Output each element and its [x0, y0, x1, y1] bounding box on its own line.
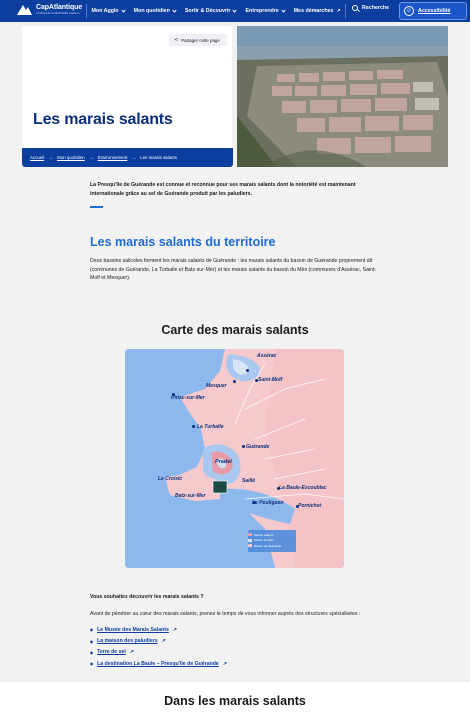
link-label: La destination La Baule – Presqu'île de Guérande	[97, 660, 219, 667]
external-link-icon: ↗	[222, 660, 228, 667]
share-button[interactable]	[169, 34, 227, 46]
map-label-saint-molf: Saint-Molf	[258, 377, 283, 383]
search-label: Recherche	[362, 5, 390, 11]
map-label-saille: Saillé	[242, 478, 256, 484]
accessibility-icon: ☺	[405, 8, 413, 14]
page-title: Les marais salants	[33, 111, 173, 128]
chevron-down-icon	[233, 8, 237, 12]
map-label-guerande: Guérande	[246, 444, 270, 450]
discover-title: Vous souhaitez découvrir les marais salants ?	[90, 594, 204, 600]
territory-title: Les marais salants du territoire	[90, 235, 276, 249]
link-destination-la-baule[interactable]	[90, 658, 227, 669]
nav-item-label: Mes démarches	[293, 8, 334, 14]
map-label-le-pouliguen: Le Pouliguen	[252, 500, 284, 506]
share-icon: ⋖	[174, 37, 179, 43]
nav-item-entreprendre[interactable]	[241, 8, 289, 14]
territory-paragraph: Deux bassins salicoles forment les marais salants de Guérande : les marais salants du bassin de Guérande proprement dit (communes de Guérande, La Turballe et Batz-sur-Mer) et les marais salants du bassin du Mès (communes d'Assérac, Saint-Molf et Mesquer).	[90, 258, 377, 281]
arrow-right-icon: →	[131, 154, 137, 161]
breadcrumb-item-accueil[interactable]: Accueil	[30, 155, 45, 160]
salt-marsh-aerial-photo	[237, 26, 448, 167]
map-label-batz-sur-mer: Batz-sur-Mer	[175, 493, 206, 499]
share-label: Partager cette page	[181, 37, 220, 43]
arrow-right-icon: →	[88, 154, 94, 161]
logo-name: CapAtlantique	[36, 4, 83, 11]
external-link-icon: ↗	[161, 638, 166, 645]
link-maison-paludiers[interactable]	[90, 635, 227, 646]
external-link-icon: ↗	[172, 626, 178, 633]
logo-tagline: LA BAULE-GUÉRANDE AGGLO	[36, 11, 80, 15]
link-label: Le Musée des Marais Salants	[97, 626, 169, 633]
legend-label: Bassin du Mès	[254, 538, 274, 543]
map-marker[interactable]	[233, 380, 236, 383]
accessibility-label: Accessibilité	[418, 8, 451, 14]
legend-label: Marais salants	[254, 532, 274, 537]
site-logo[interactable]	[17, 4, 82, 15]
accessibility-button[interactable]	[399, 2, 467, 20]
nav-divider	[345, 4, 346, 18]
breadcrumb	[22, 148, 233, 167]
legend-label: Bassin de Guérande	[254, 543, 282, 548]
map-label-piriac-sur-mer: Piriac-sur-Mer	[171, 395, 205, 401]
map-label-pradel: Pradel	[215, 459, 232, 465]
external-link-icon: ↗	[129, 649, 135, 656]
nav-item-mes-demarches[interactable]	[289, 8, 345, 14]
hero-image-salt-marshes	[237, 26, 448, 167]
discover-links	[90, 624, 227, 670]
map-marker[interactable]	[242, 445, 245, 448]
bullet-icon: ◆	[90, 661, 94, 667]
nav-item-label: Sortir & Découvrir	[184, 8, 231, 14]
external-link-icon: ↗	[336, 8, 341, 14]
discover-paragraph: Avant de pénétrer au cœur des marais salants, prenez le temps de vous informer auprès des structures spécialisées :	[90, 611, 361, 617]
map-label-le-croisic: Le Croisic	[158, 476, 183, 482]
link-musee-marais-salants[interactable]	[90, 624, 227, 635]
nav-item-mon-agglo[interactable]	[87, 8, 129, 14]
top-navigation-bar	[0, 0, 470, 22]
accent-divider	[90, 206, 103, 208]
intro-paragraph: La Presqu'île de Guérande est connue et reconnue pour ses marais salants dont la notoriété est maintenant internationale grâce au sel de Guérande produit par les paludiers.	[90, 182, 356, 197]
bottom-section-title: Dans les marais salants	[164, 694, 306, 708]
legend-swatch	[248, 539, 252, 542]
nav-item-label: Mon quotidien	[133, 8, 170, 14]
nav-item-mon-quotidien[interactable]	[129, 8, 180, 14]
chevron-down-icon	[281, 8, 285, 12]
breadcrumb-item-current: Les marais salants	[140, 155, 177, 160]
arrow-right-icon: →	[48, 154, 54, 161]
bullet-icon: ◆	[90, 638, 94, 644]
map-marker[interactable]	[246, 369, 249, 372]
map-label-pornichet: Pornichet	[298, 503, 322, 509]
nav-item-sortir-decouvrir[interactable]	[180, 8, 241, 14]
map-label-mesquer: Mesquer	[206, 383, 227, 389]
map-legend	[248, 532, 296, 552]
link-label: Terre de sel	[97, 649, 126, 656]
breadcrumb-item-environnement[interactable]: Environnement	[97, 155, 128, 160]
chevron-down-icon	[121, 8, 125, 12]
legend-swatch	[248, 544, 252, 547]
bullet-icon: ◆	[90, 649, 94, 655]
link-terre-de-sel[interactable]	[90, 647, 227, 658]
map-label-la-baule-escoublac: La Baule-Escoublac	[279, 485, 327, 491]
legend-item	[248, 543, 296, 549]
map-label-la-turballe: La Turballe	[197, 424, 224, 430]
bullet-icon: ◆	[90, 627, 94, 633]
hero-card	[22, 26, 232, 167]
main-nav	[86, 0, 346, 22]
map-marker[interactable]	[192, 425, 195, 428]
breadcrumb-item-mon-quotidien[interactable]: Mon quotidien	[57, 155, 85, 160]
search-button[interactable]	[352, 5, 389, 11]
nav-item-label: Entreprendre	[245, 8, 279, 14]
link-label: La maison des paludiers	[97, 638, 158, 645]
salt-marsh-map[interactable]	[125, 349, 344, 568]
map-title: Carte des marais salants	[161, 323, 309, 337]
chevron-down-icon	[172, 8, 176, 12]
logo-icon	[17, 4, 32, 15]
nav-item-label: Mon Agglo	[91, 8, 119, 14]
map-label-asserac: Assérac	[257, 353, 277, 359]
legend-swatch	[248, 533, 252, 536]
search-icon	[352, 5, 358, 11]
